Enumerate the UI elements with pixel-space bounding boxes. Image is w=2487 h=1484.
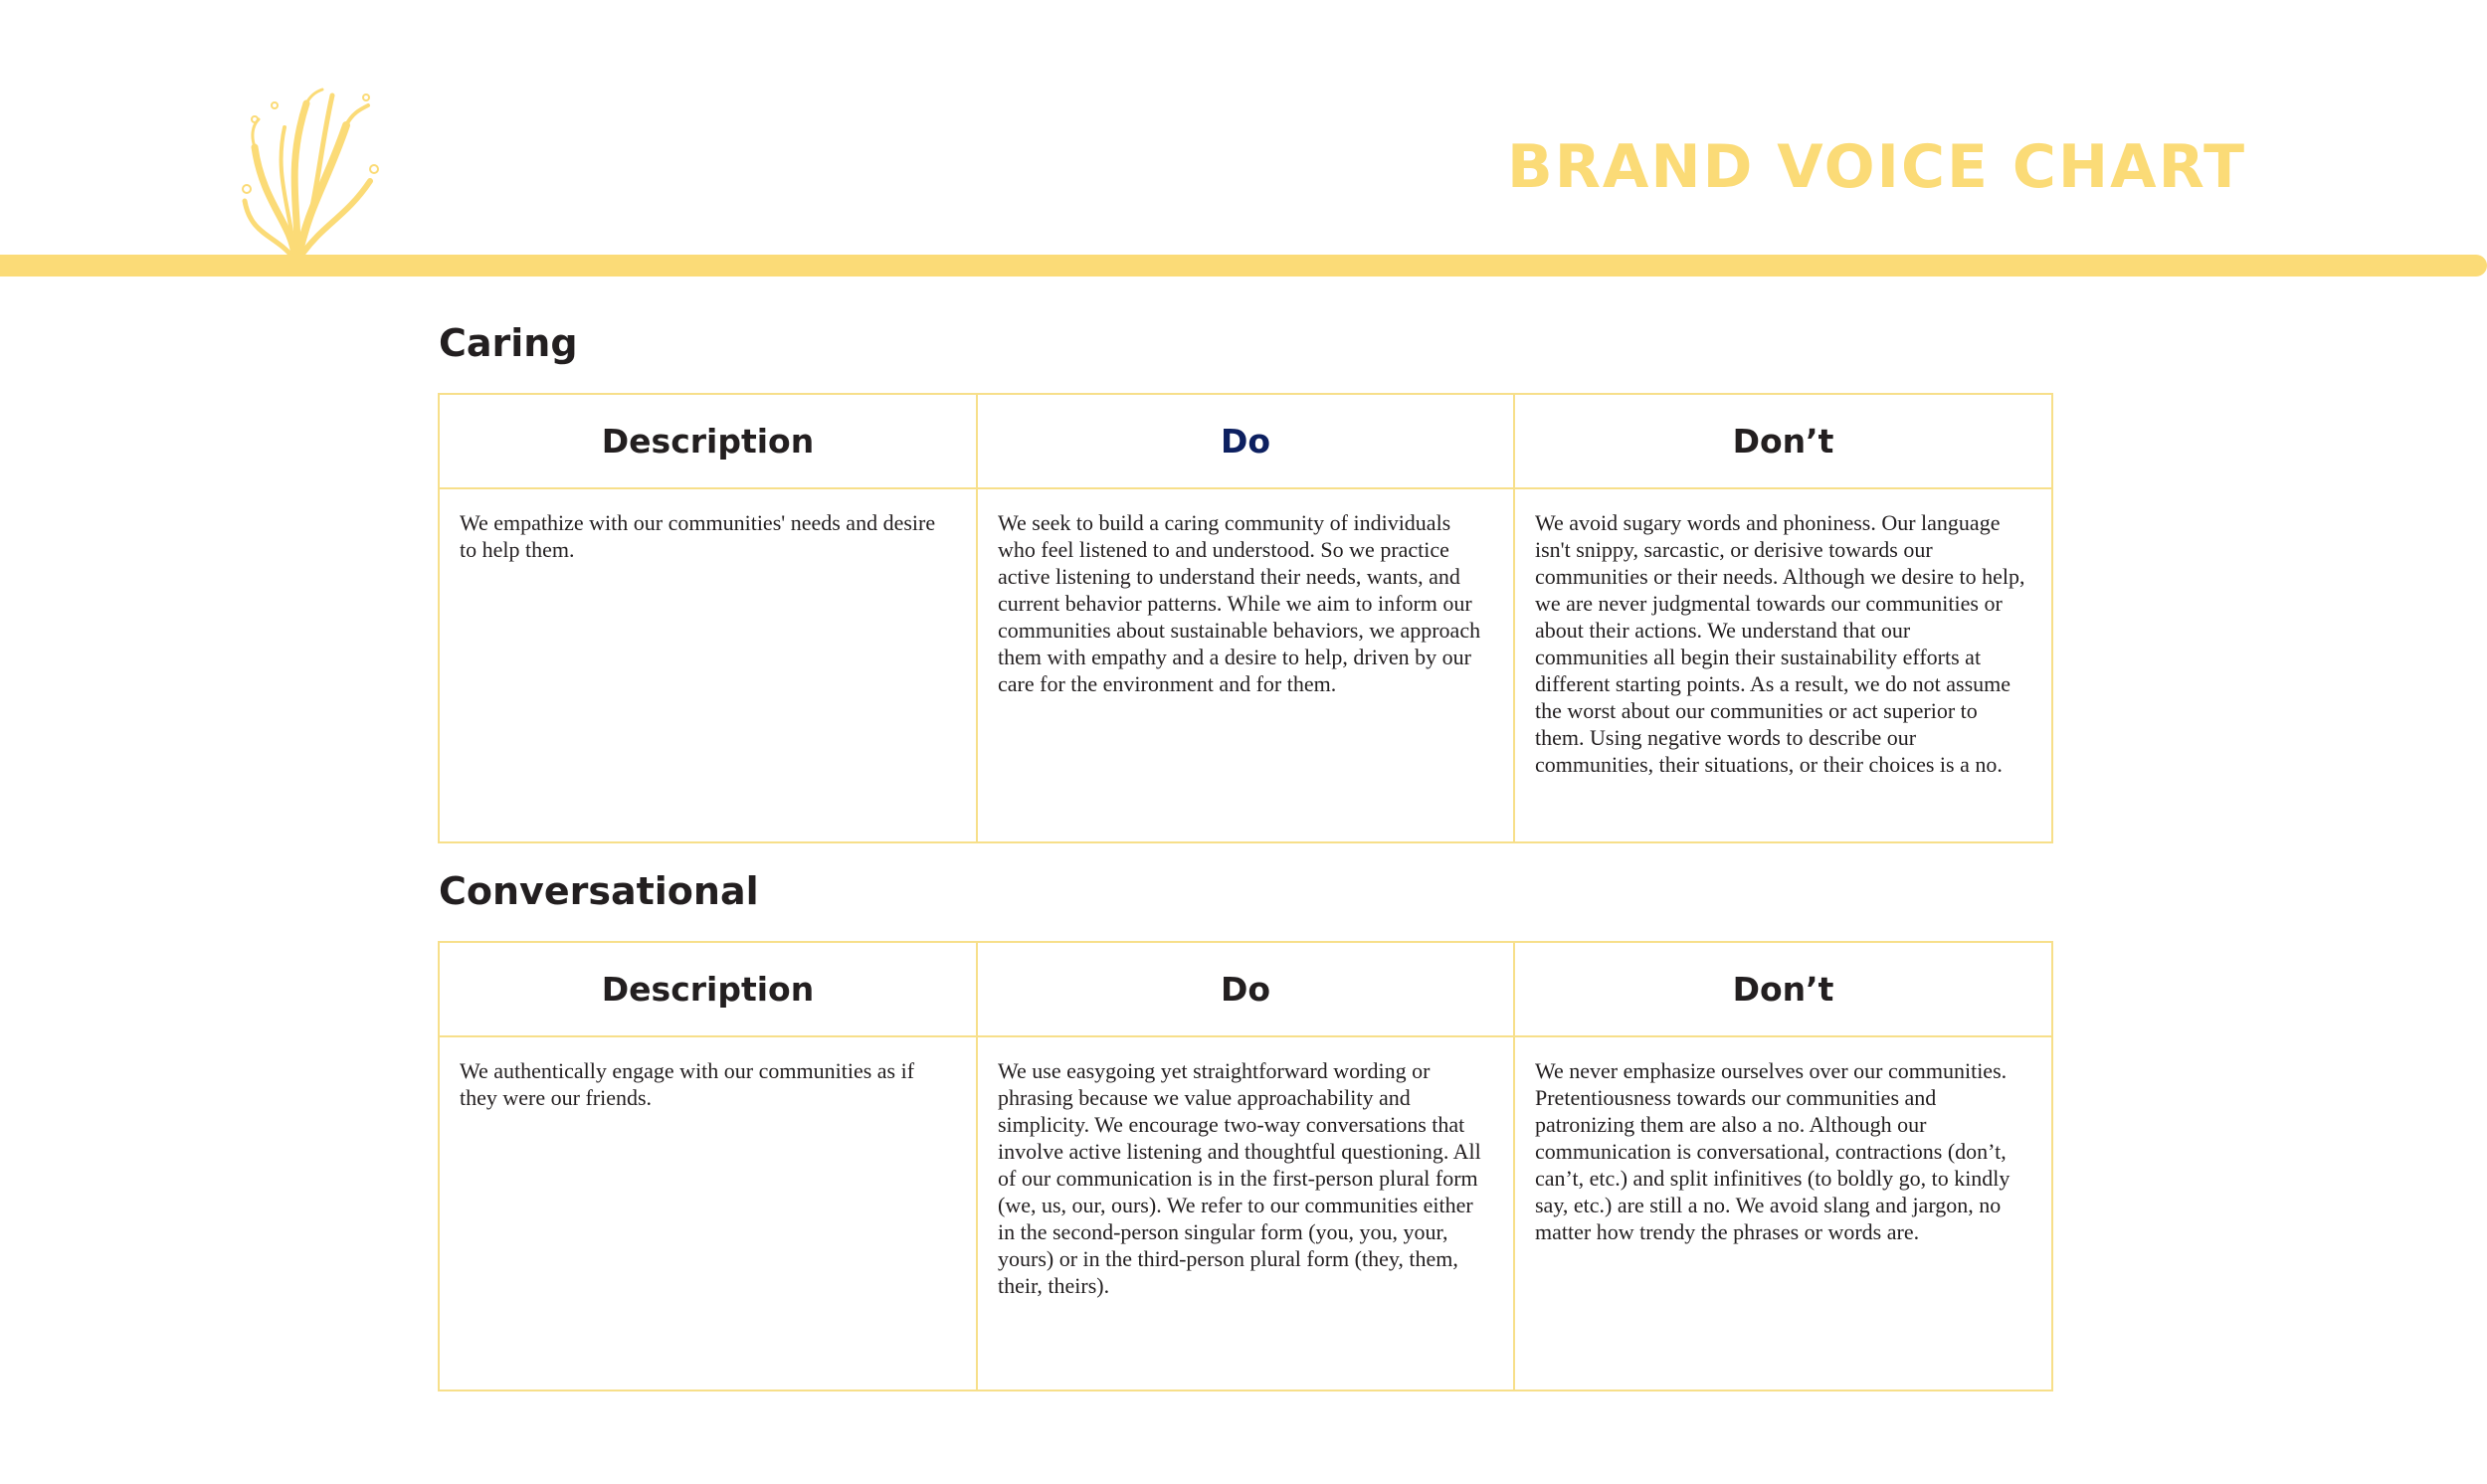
column-header-description: Description xyxy=(439,942,977,1036)
section-heading-caring: Caring xyxy=(439,321,578,365)
cell-do: We seek to build a caring community of individuals who feel listened to and understood. So we practice active listening to understand their needs, wants, and current behavior patterns. While we aim to inform our communities about sustainable behaviors, we approach them with empathy and a desire to help, driven by our care for the environment and for them. xyxy=(977,488,1514,842)
column-header-dont: Don’t xyxy=(1514,942,2052,1036)
seaweed-icon xyxy=(235,86,384,259)
cell-dont: We avoid sugary words and phoniness. Our language isn't snippy, sarcastic, or derisive towards our communities or their needs. Although we desire to help, we are never judgmental towards our communities or about their actions. We understand that our communities all begin their sustainability efforts at different starting points. As a result, we do not assume the worst about our communities or act superior to them. Using negative words to describe our communities, their situations, or their choices is a no. xyxy=(1514,488,2052,842)
cell-do: We use easygoing yet straightforward wording or phrasing because we value approachability and simplicity. We encourage two-way conversations that involve active listening and thoughtful questioning. All of our communication is in the first-person plural form (we, us, our, ours). We refer to our communities either in the second-person singular form (you, you, your, yours) or in the third-person plural form (they, them, their, theirs). xyxy=(977,1036,1514,1391)
header-divider-bar xyxy=(0,255,2487,277)
cell-description: We empathize with our communities' needs and desire to help them. xyxy=(439,488,977,842)
table-row xyxy=(439,1036,2052,1391)
column-header-do: Do xyxy=(977,942,1514,1036)
conversational-voice-table xyxy=(438,941,2053,1391)
cell-description: We authentically engage with our communities as if they were our friends. xyxy=(439,1036,977,1391)
column-header-description: Description xyxy=(439,394,977,488)
table-header-row xyxy=(439,942,2052,1036)
caring-voice-table xyxy=(438,393,2053,843)
section-heading-conversational: Conversational xyxy=(439,869,759,913)
table-header-row xyxy=(439,394,2052,488)
column-header-do: Do xyxy=(977,394,1514,488)
column-header-dont: Don’t xyxy=(1514,394,2052,488)
page-title: BRAND VOICE CHART xyxy=(1506,132,2246,202)
table-row xyxy=(439,488,2052,842)
cell-dont: We never emphasize ourselves over our communities. Pretentiousness towards our communities and patronizing them are also a no. Although our communication is conversational, contractions (don’t, can’t, etc.) and split infinitives (to boldly go, to kindly say, etc.) are still a no. We avoid slang and jargon, no matter how trendy the phrases or words are. xyxy=(1514,1036,2052,1391)
